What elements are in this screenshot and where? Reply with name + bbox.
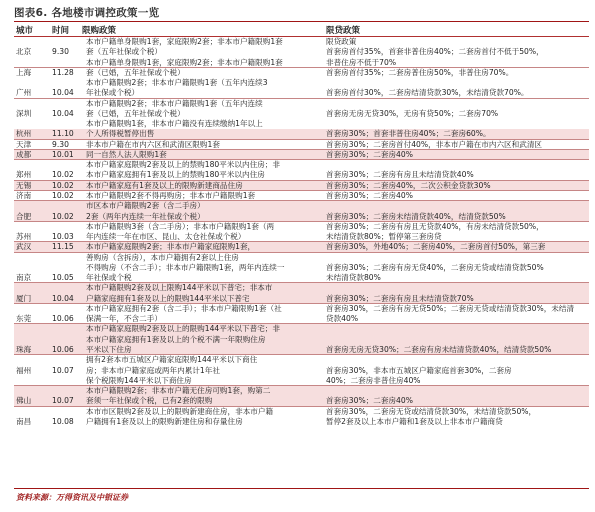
table-row [14,99,589,109]
cell-city: 南昌 [16,416,32,426]
cell-purchase-limit: 个人所得税暂停出售 [86,129,155,139]
table-row [14,37,589,47]
cell-loan-limit: 贷款40% [326,314,359,324]
cell-purchase-limit: 套（已婚，五年社保或个税） [86,67,185,77]
cell-purchase-limit: 户籍家庭拥有1套及以上的限购144平米以下普宅 [86,293,250,303]
cell-purchase-limit: 户籍拥有1套及以上的限购新建住房和存量住房 [86,416,243,426]
cell-city: 天津 [16,139,32,149]
cell-loan-limit: 首套房30%；二套房首付40%，非本市户籍在市内六区和武清区 [326,139,543,149]
table-row [14,140,589,150]
table-row [14,129,589,139]
cell-loan-limit: 非普住房不低于70% [326,57,397,67]
cell-purchase-limit: 套（已婚，五年社保或个税） [86,108,185,118]
cell-loan-limit: 首套房30%，非本市五城区户籍家庭首套30%，二套房 [326,365,512,375]
cell-purchase-limit: 本市户籍家庭拥有1套及以上的禁购180平米以内住房 [86,170,265,180]
cell-purchase-limit: 本市户籍家庭拥有2套（含二手）；非本市户籍限购1套（社 [86,303,282,313]
cell-time: 11.10 [52,129,74,139]
table-row [14,58,589,68]
cell-loan-limit: 首套房无房无贷30%，无房有贷50%；二套房70% [326,108,499,118]
table-row [14,355,589,365]
cell-loan-limit: 暂停2套及以上本市户籍和1套及以上非本市户籍商贷 [326,416,503,426]
cell-time: 10.02 [52,190,74,200]
cell-loan-limit: 首套房无房无贷30%；二套房有房未结清贷款40%，结清贷款50% [326,344,552,354]
cell-time: 10.05 [52,273,74,283]
cell-purchase-limit: 套（五年社保或个税） [86,47,162,57]
cell-purchase-limit: 同一自然人法人限购1套 [86,149,167,159]
cell-time: 10.04 [52,88,74,98]
table-row [14,335,589,345]
cell-city: 福州 [16,365,32,375]
table-row [14,68,589,78]
cell-time: 9.30 [52,139,69,149]
table-row [14,88,589,98]
cell-purchase-limit: 2套（两年内连续一年社保或个税） [86,211,205,221]
table-row [14,170,589,180]
cell-purchase-limit: 套须一年社保或个税，已有2套的限购 [86,396,213,406]
table-row [14,47,589,57]
cell-loan-limit: 首套房首付30%，二套房结清贷款30%，未结清贷款70%。 [326,88,529,98]
cell-purchase-limit: 本市户籍家庭限购2套及以上的限购144平米以下普宅；非 [86,324,280,334]
table-row [14,119,589,129]
table-row [14,78,589,88]
table-row [14,181,589,191]
cell-purchase-limit: 本市户籍家庭有1套及以上的限购新建商品住房 [86,180,243,190]
cell-purchase-limit: 平米以下住房 [86,344,132,354]
table-row [14,191,589,201]
cell-loan-limit: 首套房首付35%；二套房普住房50%，非普住房70%。 [326,67,514,77]
table-row [14,160,589,170]
cell-loan-limit: 首套房30%；二套房未结清贷款40%，结清贷款50% [326,211,506,221]
header-city: 城市 [16,26,34,36]
table-row [14,263,589,273]
cell-purchase-limit: 年社保或个税） [86,88,140,98]
cell-city: 无锡 [16,180,32,190]
cell-city: 南京 [16,273,32,283]
source-note: 资料来源：万得资讯及中银证券 [16,493,128,502]
cell-loan-limit: 未结清贷款80%；暂停第三套房贷 [326,232,442,242]
cell-purchase-limit: 本市户籍家庭限购2套及以上的禁购180平米以内住房；非 [86,160,280,170]
cell-purchase-limit: 本市户籍限购1套，非本市户籍没有连续缴纳1年以上 [86,119,263,129]
cell-city: 深圳 [16,108,32,118]
cell-time: 10.04 [52,108,74,118]
cell-time: 11.28 [52,67,74,77]
table-row [14,232,589,242]
cell-loan-limit: 首套房首付35%，首套非普住房40%；二套房首付不低于50%， [326,47,544,57]
table-row [14,304,589,314]
cell-purchase-limit: 保满一年，不含二手） [86,314,162,324]
table-row [14,109,589,119]
cell-loan-limit: 首套房30%，二套房无贷或结清贷款30%，未结清贷款50%， [326,406,537,416]
cell-purchase-limit: 拥有2套本市五城区户籍家庭限购144平米以下商住 [86,355,258,365]
cell-time: 10.03 [52,232,74,242]
cell-time: 10.02 [52,211,74,221]
cell-time: 10.02 [52,170,74,180]
table-row [14,201,589,211]
cell-loan-limit: 首套房30%；二套房有房且无贷款40%，有房未结清贷款50%， [326,221,544,231]
table-row [14,396,589,406]
cell-loan-limit: 首套房30%，外地40%；二套房40%，二套房首付50%，第三套 [326,242,546,252]
cell-time: 10.07 [52,365,74,375]
cell-loan-limit: 未结清贷款80% [326,273,381,283]
header-loan-limit: 限贷政策 [326,26,361,36]
cell-purchase-limit: 本市户籍单身限购1套，家庭限购2套；非本市户籍限购1套 [86,57,283,67]
cell-purchase-limit: 本市户籍限购2套；非本市户籍无住房可购1套，购第二 [86,386,271,396]
cell-purchase-limit: 善购房（含拆房），本市户籍拥有2套以上住房 [86,252,239,262]
table-row [14,314,589,324]
cell-time: 11.15 [52,242,74,252]
cell-city: 苏州 [16,232,32,242]
cell-loan-limit: 首套房30%；首套非普住房40%；二套房60%。 [326,129,491,139]
cell-purchase-limit: 本市户籍限购2套不得再购房；非本市户籍限购1套 [86,190,256,200]
cell-city: 合肥 [16,211,32,221]
table-row [14,324,589,334]
table-row [14,407,589,417]
table-row [14,345,589,355]
cell-purchase-limit: 本市户籍限购3套（含二手房）；非本市户籍限购1套（两 [86,221,275,231]
cell-purchase-limit: 本市市区限购2套及以上的限购新建商住房，非本市户籍 [86,406,274,416]
cell-time: 9.30 [52,47,69,57]
cell-loan-limit: 40%；二套房非普住房40% [326,375,421,385]
header-purchase-limit: 限购政策 [82,26,117,36]
cell-time: 10.06 [52,344,74,354]
cell-purchase-limit: 不得购房（不含二手）；非本市户籍限购1套，两年内连续一 [86,262,285,272]
cell-loan-limit: 首套房30%；二套房40% [326,396,413,406]
table-row [14,253,589,263]
cell-city: 武汉 [16,242,32,252]
cell-city: 杭州 [16,129,32,139]
cell-city: 佛山 [16,396,32,406]
cell-city: 上海 [16,67,32,77]
cell-city: 东莞 [16,314,32,324]
table-row [14,376,589,386]
cell-loan-limit: 首套房30%；二套房有房无贷40%，二套房无贷或结清贷款50% [326,262,544,272]
cell-purchase-limit: 市区本市户籍限购2套（含二手房） [86,201,205,211]
table-row [14,150,589,160]
cell-city: 郑州 [16,170,32,180]
cell-time: 10.02 [52,180,74,190]
cell-purchase-limit: 本市户籍单身限购1套，家庭限购2套；非本市户籍限购1套 [86,37,283,46]
cell-loan-limit: 首套房30%；二套房有房且未结清贷款40% [326,170,474,180]
policy-table [14,37,589,427]
cell-time: 10.06 [52,314,74,324]
table-row [14,222,589,232]
cell-purchase-limit: 本市户籍限购2套；非本市户籍限购1套（五年内连续3 [86,78,268,88]
cell-purchase-limit: 非本市户籍在市内六区和武清区限购1套 [86,139,220,149]
cell-purchase-limit: 年社保或个税 [86,273,132,283]
cell-loan-limit: 首套房30%；二套房40% [326,190,413,200]
cell-loan-limit: 限贷政策 [326,37,357,46]
cell-city: 北京 [16,47,32,57]
cell-purchase-limit: 房；非本市户籍家庭或两年内累计1年社 [86,365,220,375]
cell-purchase-limit: 本市户籍限购2套及以上限购144平米以下普宅；非本市 [86,283,273,293]
cell-city: 成都 [16,149,32,159]
top-rule [14,21,589,22]
table-row [14,386,589,396]
cell-city: 厦门 [16,293,32,303]
cell-city: 广州 [16,88,32,98]
cell-loan-limit: 首套房30%；二套房40% [326,149,413,159]
cell-time: 10.01 [52,149,74,159]
header-time: 时间 [52,26,70,36]
table-row [14,366,589,376]
cell-purchase-limit: 本市户籍限购2套；非本市户籍限购1套（五年内连续 [86,98,263,108]
cell-time: 10.07 [52,396,74,406]
table-row [14,273,589,283]
table-row [14,242,589,252]
cell-purchase-limit: 年内连续一年在市区、昆山、太仓社保或个税） [86,232,246,242]
table-row [14,417,589,427]
cell-city: 济南 [16,190,32,200]
cell-purchase-limit: 本市户籍家庭拥有1套及以上的个税不满一年限购住房 [86,334,266,344]
cell-loan-limit: 首套房30%，二套房有房无贷50%；二套房无贷或结清贷款30%，未结清 [326,303,575,313]
cell-time: 10.08 [52,416,74,426]
bottom-rule [14,488,589,489]
page-title: 图表6. 各地楼市调控政策一览 [14,7,160,19]
table-row [14,294,589,304]
cell-purchase-limit: 保个税限购144平米以下商住房 [86,375,192,385]
cell-loan-limit: 首套房30%；二套房40%，二次公积金贷款30% [326,180,491,190]
cell-loan-limit: 首套房30%；二套房有房且未结清贷款70% [326,293,474,303]
cell-city: 珠海 [16,344,32,354]
cell-time: 10.04 [52,293,74,303]
table-row [14,283,589,293]
cell-purchase-limit: 本市户籍家庭限购2套；非本市户籍家庭限购1套， [86,242,256,252]
table-row [14,212,589,222]
